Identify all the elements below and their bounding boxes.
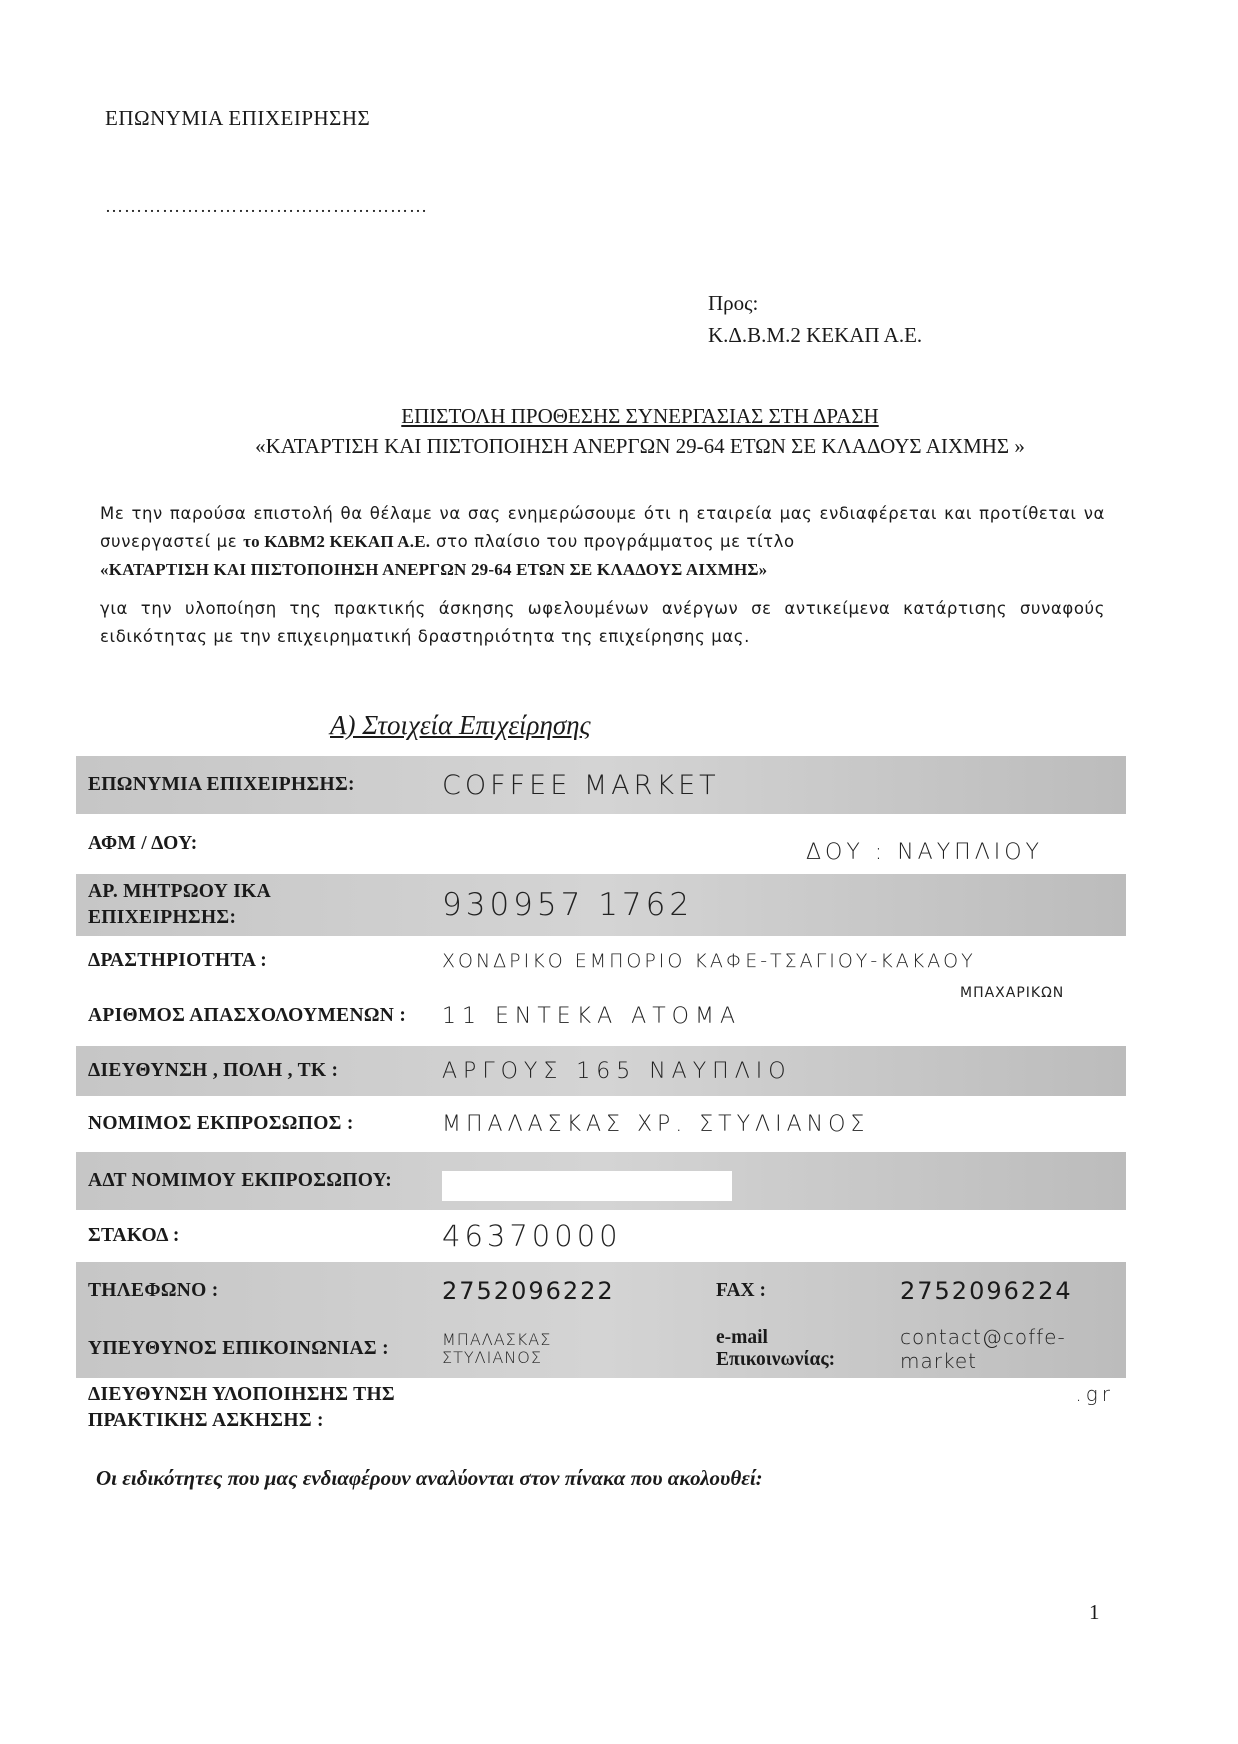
row-afm [76,814,1126,874]
practice-address-label: ΔΙΕΥΘΥΝΣΗ ΥΛΟΠΟΙΗΣΗΣ ΤΗΣ ΠΡΑΚΤΙΚΗΣ ΑΣΚΗΣΗΣ : [88,1384,395,1431]
fax-label: FAX : [716,1280,766,1301]
stakod-label: ΣΤΑΚΟΔ : [88,1225,180,1246]
activity-note: ΜΠΑΧΑΡΙΚΩΝ [960,985,1065,1001]
email-domain-tail: .gr [1075,1382,1114,1406]
email-value: contact@coffe-market [900,1325,1066,1373]
ika-label: ΑΡ. ΜΗΤΡΩΟΥ ΙΚΑ ΕΠΙΧΕΙΡΗΣΗΣ: [88,881,270,928]
to-label: Προς: [708,291,759,315]
company-name-value: COFFEE MARKET [442,769,720,801]
company-name-field-label: ΕΠΩΝΥΜΙΑ ΕΠΙΧΕΙΡΗΣΗΣ: [88,774,355,795]
row-legal-rep [76,1096,1126,1152]
employees-value: 11 ΕΝΤΕΚΑ ΑΤΟΜΑ [442,1003,741,1029]
activity-label: ΔΡΑΣΤΗΡΙΟΤΗΤΑ : [88,950,268,971]
intro-paragraph: Με την παρούσα επιστολή θα θέλαμε να σας ενημερώσουμε ότι η εταιρεία μας ενδιαφέρεται και προτίθεται να συνεργαστεί με το ΚΔΒΜ2 ΚΕΚΑΠ Α.Ε. στο πλαίσιο του προγράμματος με τίτλο «ΚΑΤΑΡΤΙΣΗ ΚΑΙ ΠΙΣΤΟΠΟΙΗΣΗ ΑΝΕΡΓΩΝ 29-64 ΕΤΩΝ ΣΕ ΚΛΑΔΟΥΣ ΑΙΧΜΗΣ» [100,504,1105,579]
redacted-afm [442,832,732,858]
redacted-id [442,1171,732,1201]
row-activity [76,936,1126,986]
row-legal-rep-id [76,1152,1126,1210]
fax-value: 2752096224 [900,1277,1073,1305]
row-contact [76,1320,1126,1378]
company-name-label: ΕΠΩΝΥΜΙΑ ΕΠΙΧΕΙΡΗΣΗΣ [105,106,371,130]
activity-value: ΧΟΝΔΡΙΚΟ ΕΜΠΟΡΙΟ ΚΑΦΕ-ΤΣΑΓΙΟΥ-ΚΑΚΑΟΥ [442,950,976,972]
stakod-value: 46370000 [442,1219,622,1253]
letter-title: ΕΠΙΣΤΟΛΗ ΠΡΟΘΕΣΗΣ ΣΥΝΕΡΓΑΣΙΑΣ ΣΤΗ ΔΡΑΣΗ [401,404,879,428]
afm-label: ΑΦΜ / ΔΟΥ: [88,833,198,854]
employees-label: ΑΡΙΘΜΟΣ ΑΠΑΣΧΟΛΟΥΜΕΝΩΝ : [88,1005,407,1026]
ika-value: 930957 1762 [442,887,694,923]
legal-rep-value: ΜΠΑΛΑΣΚΑΣ ΧΡ. ΣΤΥΛΙΑΝΟΣ [442,1111,870,1137]
section-title: Α) Στοιχεία Επιχείρησης [330,710,591,740]
row-phone [76,1262,1126,1320]
contact-person-label: ΥΠΕΥΘΥΝΟΣ ΕΠΙΚΟΙΝΩΝΙΑΣ : [88,1338,389,1359]
company-name-blank: …………………………………………… [105,196,428,216]
legal-rep-label: ΝΟΜΙΜΟΣ ΕΚΠΡΟΣΩΠΟΣ : [88,1113,354,1134]
row-practice-address [76,1378,1126,1438]
legal-rep-id-label: ΑΔΤ ΝΟΜΙΜΟΥ ΕΚΠΡΟΣΩΠΟΥ: [88,1170,393,1191]
row-address [76,1046,1126,1096]
contact-person-value: ΜΠΑΛΑΣΚΑΣ ΣΤΥΛΙΑΝΟΣ [442,1330,552,1367]
row-company-name [76,756,1126,814]
doy-value: ΔΟΥ : ΝΑΥΠΛΙΟΥ [806,839,1043,865]
phone-label: ΤΗΛΕΦΩΝΟ : [88,1280,219,1301]
to-name: Κ.Δ.Β.Μ.2 ΚΕΚΑΠ Α.Ε. [708,323,923,347]
program-title: «ΚΑΤΑΡΤΙΣΗ ΚΑΙ ΠΙΣΤΟΠΟΙΗΣΗ ΑΝΕΡΓΩΝ 29-64 ΕΤΩΝ ΣΕ ΚΛΑΔΟΥΣ ΑΙΧΜΗΣ » [255,434,1025,458]
phone-value: 2752096222 [442,1277,615,1305]
email-label: e-mail Επικοινωνίας: [716,1327,836,1370]
address-label: ΔΙΕΥΘΥΝΣΗ , ΠΟΛΗ , ΤΚ : [88,1060,339,1081]
purpose-paragraph: για την υλοποίηση της πρακτικής άσκησης ωφελουμένων ανέργων σε αντικείμενα κατάρτισης συναφούς ειδικότητας με την επιχειρηματική δραστηριότητα της επιχείρησης μας. [100,599,1105,646]
address-value: ΑΡΓΟΥΣ 165 ΝΑΥΠΛΙΟ [442,1058,792,1084]
recipient-block [708,287,922,351]
company-details-table [76,756,1126,1438]
row-stakod [76,1210,1126,1262]
specialties-note: Οι ειδικότητες που μας ενδιαφέρουν αναλύονται στον πίνακα που ακολουθεί: [96,1466,763,1490]
page-number: 1 [1089,1600,1100,1624]
row-ika [76,874,1126,936]
